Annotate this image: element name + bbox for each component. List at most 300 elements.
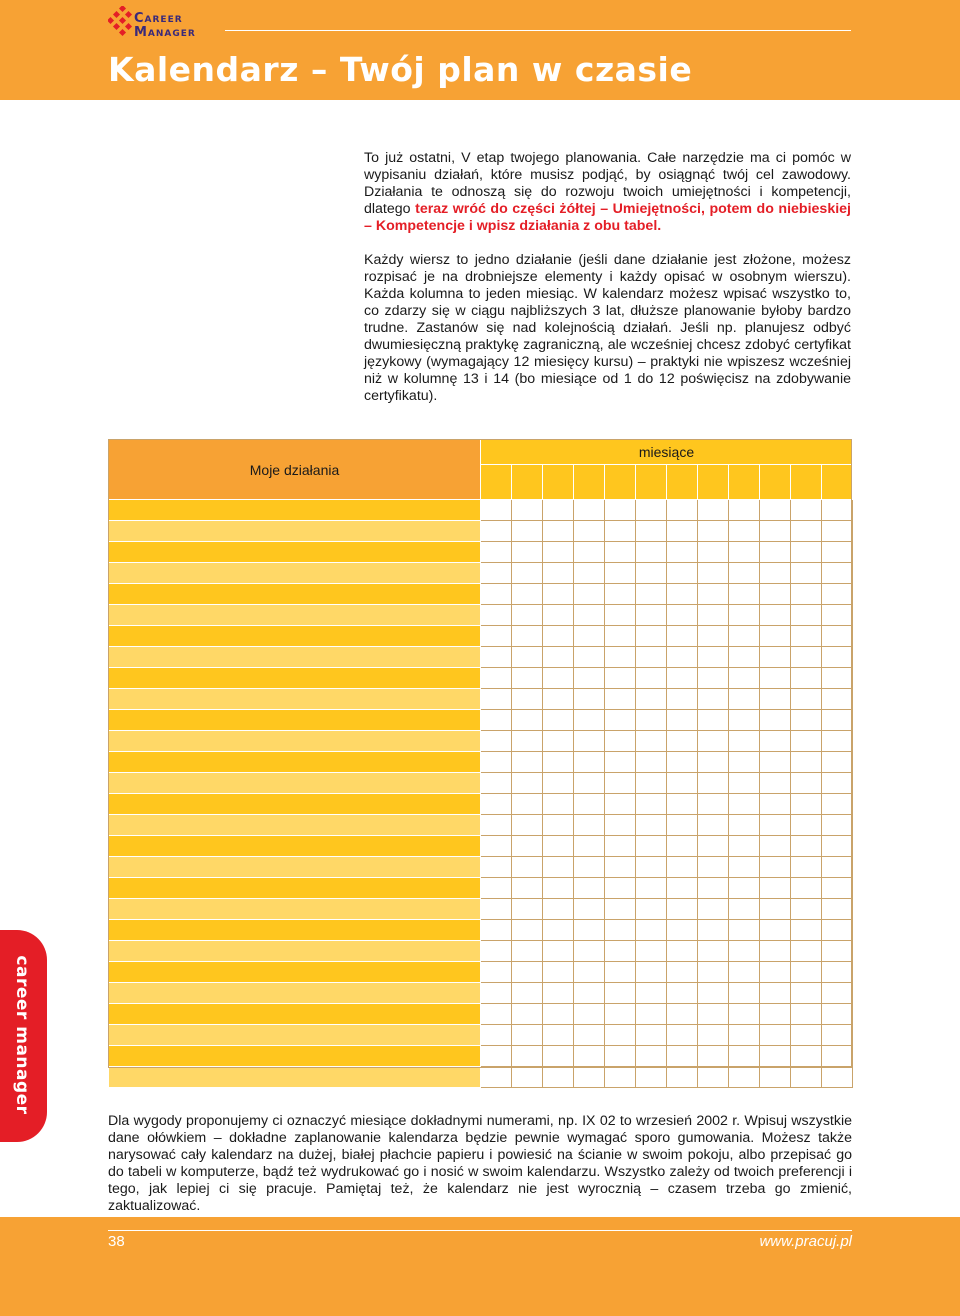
month-cell[interactable] bbox=[636, 899, 667, 920]
month-cell[interactable] bbox=[791, 1025, 822, 1046]
month-cell[interactable] bbox=[729, 1067, 760, 1088]
month-cell[interactable] bbox=[543, 668, 574, 689]
month-cell[interactable] bbox=[698, 941, 729, 962]
month-cell[interactable] bbox=[636, 689, 667, 710]
month-cell[interactable] bbox=[760, 752, 791, 773]
month-cell[interactable] bbox=[729, 542, 760, 563]
month-cell[interactable] bbox=[729, 500, 760, 521]
month-cell[interactable] bbox=[481, 983, 512, 1004]
month-cell[interactable] bbox=[822, 668, 853, 689]
month-cell[interactable] bbox=[543, 836, 574, 857]
month-cell[interactable] bbox=[729, 605, 760, 626]
month-cell[interactable] bbox=[605, 983, 636, 1004]
month-cell[interactable] bbox=[481, 773, 512, 794]
month-cell[interactable] bbox=[574, 752, 605, 773]
activity-cell[interactable] bbox=[109, 962, 481, 983]
month-cell[interactable] bbox=[636, 647, 667, 668]
month-cell[interactable] bbox=[698, 605, 729, 626]
month-cell[interactable] bbox=[791, 500, 822, 521]
month-cell[interactable] bbox=[822, 899, 853, 920]
month-cell[interactable] bbox=[729, 941, 760, 962]
month-cell[interactable] bbox=[574, 983, 605, 1004]
activity-cell[interactable] bbox=[109, 1046, 481, 1067]
month-cell[interactable] bbox=[543, 563, 574, 584]
month-cell[interactable] bbox=[822, 584, 853, 605]
month-cell[interactable] bbox=[791, 878, 822, 899]
month-cell[interactable] bbox=[636, 1067, 667, 1088]
month-header-cell[interactable] bbox=[698, 465, 729, 500]
month-cell[interactable] bbox=[636, 773, 667, 794]
month-cell[interactable] bbox=[574, 1067, 605, 1088]
month-cell[interactable] bbox=[605, 647, 636, 668]
month-cell[interactable] bbox=[605, 878, 636, 899]
month-cell[interactable] bbox=[605, 605, 636, 626]
month-cell[interactable] bbox=[605, 500, 636, 521]
month-cell[interactable] bbox=[512, 962, 543, 983]
month-cell[interactable] bbox=[760, 815, 791, 836]
month-header-cell[interactable] bbox=[636, 465, 667, 500]
month-cell[interactable] bbox=[636, 542, 667, 563]
month-cell[interactable] bbox=[760, 731, 791, 752]
month-cell[interactable] bbox=[512, 899, 543, 920]
month-cell[interactable] bbox=[636, 584, 667, 605]
activity-cell[interactable] bbox=[109, 794, 481, 815]
month-cell[interactable] bbox=[760, 542, 791, 563]
month-cell[interactable] bbox=[698, 857, 729, 878]
month-cell[interactable] bbox=[605, 1067, 636, 1088]
month-cell[interactable] bbox=[791, 626, 822, 647]
month-cell[interactable] bbox=[605, 521, 636, 542]
month-cell[interactable] bbox=[760, 563, 791, 584]
month-cell[interactable] bbox=[574, 857, 605, 878]
month-cell[interactable] bbox=[481, 857, 512, 878]
month-cell[interactable] bbox=[760, 1004, 791, 1025]
month-cell[interactable] bbox=[481, 542, 512, 563]
month-cell[interactable] bbox=[543, 1025, 574, 1046]
month-cell[interactable] bbox=[760, 857, 791, 878]
month-cell[interactable] bbox=[605, 542, 636, 563]
month-cell[interactable] bbox=[543, 710, 574, 731]
month-cell[interactable] bbox=[543, 878, 574, 899]
month-cell[interactable] bbox=[512, 521, 543, 542]
month-cell[interactable] bbox=[667, 941, 698, 962]
month-cell[interactable] bbox=[574, 1025, 605, 1046]
month-header-cell[interactable] bbox=[605, 465, 636, 500]
month-cell[interactable] bbox=[574, 920, 605, 941]
month-cell[interactable] bbox=[605, 857, 636, 878]
month-cell[interactable] bbox=[636, 731, 667, 752]
month-cell[interactable] bbox=[605, 689, 636, 710]
month-cell[interactable] bbox=[667, 689, 698, 710]
month-header-cell[interactable] bbox=[791, 465, 822, 500]
month-cell[interactable] bbox=[543, 1067, 574, 1088]
month-header-cell[interactable] bbox=[574, 465, 605, 500]
month-cell[interactable] bbox=[574, 815, 605, 836]
activity-cell[interactable] bbox=[109, 941, 481, 962]
month-cell[interactable] bbox=[698, 521, 729, 542]
month-cell[interactable] bbox=[822, 1025, 853, 1046]
month-cell[interactable] bbox=[667, 731, 698, 752]
month-cell[interactable] bbox=[729, 521, 760, 542]
month-cell[interactable] bbox=[636, 836, 667, 857]
month-cell[interactable] bbox=[605, 1046, 636, 1067]
activity-cell[interactable] bbox=[109, 836, 481, 857]
month-cell[interactable] bbox=[791, 857, 822, 878]
month-cell[interactable] bbox=[605, 626, 636, 647]
activity-cell[interactable] bbox=[109, 815, 481, 836]
month-cell[interactable] bbox=[822, 542, 853, 563]
month-cell[interactable] bbox=[605, 962, 636, 983]
month-cell[interactable] bbox=[698, 878, 729, 899]
month-cell[interactable] bbox=[481, 878, 512, 899]
month-cell[interactable] bbox=[822, 1067, 853, 1088]
month-cell[interactable] bbox=[636, 605, 667, 626]
month-cell[interactable] bbox=[698, 689, 729, 710]
month-cell[interactable] bbox=[605, 941, 636, 962]
month-cell[interactable] bbox=[698, 584, 729, 605]
month-cell[interactable] bbox=[760, 962, 791, 983]
month-cell[interactable] bbox=[543, 920, 574, 941]
activity-cell[interactable] bbox=[109, 689, 481, 710]
month-cell[interactable] bbox=[698, 1025, 729, 1046]
month-cell[interactable] bbox=[543, 584, 574, 605]
month-cell[interactable] bbox=[636, 815, 667, 836]
month-cell[interactable] bbox=[543, 794, 574, 815]
month-cell[interactable] bbox=[481, 668, 512, 689]
month-cell[interactable] bbox=[574, 689, 605, 710]
month-cell[interactable] bbox=[574, 878, 605, 899]
month-cell[interactable] bbox=[543, 962, 574, 983]
month-cell[interactable] bbox=[729, 1004, 760, 1025]
month-cell[interactable] bbox=[512, 647, 543, 668]
month-cell[interactable] bbox=[512, 983, 543, 1004]
activity-cell[interactable] bbox=[109, 605, 481, 626]
month-cell[interactable] bbox=[512, 689, 543, 710]
activity-cell[interactable] bbox=[109, 710, 481, 731]
month-cell[interactable] bbox=[760, 1067, 791, 1088]
month-cell[interactable] bbox=[698, 983, 729, 1004]
month-cell[interactable] bbox=[481, 794, 512, 815]
month-cell[interactable] bbox=[481, 584, 512, 605]
month-cell[interactable] bbox=[791, 1046, 822, 1067]
month-cell[interactable] bbox=[791, 731, 822, 752]
activity-cell[interactable] bbox=[109, 542, 481, 563]
month-cell[interactable] bbox=[667, 815, 698, 836]
month-cell[interactable] bbox=[481, 521, 512, 542]
month-cell[interactable] bbox=[729, 878, 760, 899]
website-link[interactable]: www.pracuj.pl bbox=[759, 1233, 852, 1250]
month-cell[interactable] bbox=[574, 605, 605, 626]
month-cell[interactable] bbox=[791, 668, 822, 689]
month-cell[interactable] bbox=[512, 710, 543, 731]
activity-cell[interactable] bbox=[109, 521, 481, 542]
month-cell[interactable] bbox=[574, 542, 605, 563]
month-cell[interactable] bbox=[512, 1067, 543, 1088]
month-cell[interactable] bbox=[543, 899, 574, 920]
month-cell[interactable] bbox=[760, 941, 791, 962]
month-cell[interactable] bbox=[667, 773, 698, 794]
month-cell[interactable] bbox=[512, 941, 543, 962]
month-cell[interactable] bbox=[543, 689, 574, 710]
month-cell[interactable] bbox=[667, 500, 698, 521]
activity-cell[interactable] bbox=[109, 1004, 481, 1025]
month-cell[interactable] bbox=[667, 521, 698, 542]
activity-cell[interactable] bbox=[109, 731, 481, 752]
month-cell[interactable] bbox=[543, 1004, 574, 1025]
month-cell[interactable] bbox=[729, 647, 760, 668]
month-cell[interactable] bbox=[822, 563, 853, 584]
month-cell[interactable] bbox=[574, 794, 605, 815]
month-cell[interactable] bbox=[543, 815, 574, 836]
month-cell[interactable] bbox=[636, 752, 667, 773]
month-cell[interactable] bbox=[543, 500, 574, 521]
activity-cell[interactable] bbox=[109, 920, 481, 941]
activity-cell[interactable] bbox=[109, 773, 481, 794]
month-cell[interactable] bbox=[729, 962, 760, 983]
month-cell[interactable] bbox=[543, 605, 574, 626]
month-cell[interactable] bbox=[729, 710, 760, 731]
month-cell[interactable] bbox=[698, 920, 729, 941]
month-cell[interactable] bbox=[698, 1004, 729, 1025]
month-cell[interactable] bbox=[729, 626, 760, 647]
month-cell[interactable] bbox=[636, 962, 667, 983]
month-cell[interactable] bbox=[512, 731, 543, 752]
month-cell[interactable] bbox=[481, 1067, 512, 1088]
month-cell[interactable] bbox=[605, 563, 636, 584]
month-cell[interactable] bbox=[729, 836, 760, 857]
month-cell[interactable] bbox=[481, 626, 512, 647]
month-cell[interactable] bbox=[636, 668, 667, 689]
month-cell[interactable] bbox=[512, 605, 543, 626]
month-cell[interactable] bbox=[698, 752, 729, 773]
month-cell[interactable] bbox=[481, 647, 512, 668]
activity-cell[interactable] bbox=[109, 647, 481, 668]
month-cell[interactable] bbox=[698, 626, 729, 647]
month-cell[interactable] bbox=[574, 584, 605, 605]
month-cell[interactable] bbox=[760, 1046, 791, 1067]
month-cell[interactable] bbox=[822, 500, 853, 521]
activity-cell[interactable] bbox=[109, 857, 481, 878]
month-cell[interactable] bbox=[698, 1046, 729, 1067]
month-header-cell[interactable] bbox=[667, 465, 698, 500]
activity-cell[interactable] bbox=[109, 563, 481, 584]
month-cell[interactable] bbox=[822, 605, 853, 626]
month-cell[interactable] bbox=[698, 962, 729, 983]
month-cell[interactable] bbox=[760, 1025, 791, 1046]
month-cell[interactable] bbox=[667, 857, 698, 878]
month-cell[interactable] bbox=[512, 752, 543, 773]
month-cell[interactable] bbox=[760, 584, 791, 605]
month-cell[interactable] bbox=[667, 584, 698, 605]
month-cell[interactable] bbox=[822, 878, 853, 899]
month-cell[interactable] bbox=[512, 668, 543, 689]
month-cell[interactable] bbox=[636, 1025, 667, 1046]
month-cell[interactable] bbox=[574, 962, 605, 983]
activity-cell[interactable] bbox=[109, 626, 481, 647]
month-cell[interactable] bbox=[481, 836, 512, 857]
month-cell[interactable] bbox=[698, 773, 729, 794]
month-cell[interactable] bbox=[574, 731, 605, 752]
month-header-cell[interactable] bbox=[543, 465, 574, 500]
month-cell[interactable] bbox=[574, 563, 605, 584]
month-cell[interactable] bbox=[760, 521, 791, 542]
month-cell[interactable] bbox=[729, 731, 760, 752]
month-cell[interactable] bbox=[667, 899, 698, 920]
month-cell[interactable] bbox=[543, 647, 574, 668]
month-cell[interactable] bbox=[698, 668, 729, 689]
month-cell[interactable] bbox=[698, 563, 729, 584]
month-cell[interactable] bbox=[822, 1004, 853, 1025]
month-cell[interactable] bbox=[791, 899, 822, 920]
month-cell[interactable] bbox=[822, 857, 853, 878]
month-cell[interactable] bbox=[574, 899, 605, 920]
month-cell[interactable] bbox=[605, 794, 636, 815]
month-cell[interactable] bbox=[791, 605, 822, 626]
month-cell[interactable] bbox=[512, 500, 543, 521]
month-cell[interactable] bbox=[512, 836, 543, 857]
month-cell[interactable] bbox=[481, 1004, 512, 1025]
month-cell[interactable] bbox=[729, 752, 760, 773]
month-cell[interactable] bbox=[667, 647, 698, 668]
month-cell[interactable] bbox=[636, 563, 667, 584]
activity-cell[interactable] bbox=[109, 584, 481, 605]
month-cell[interactable] bbox=[481, 605, 512, 626]
month-cell[interactable] bbox=[791, 920, 822, 941]
month-cell[interactable] bbox=[667, 1046, 698, 1067]
month-cell[interactable] bbox=[791, 710, 822, 731]
month-cell[interactable] bbox=[729, 563, 760, 584]
month-cell[interactable] bbox=[667, 836, 698, 857]
month-cell[interactable] bbox=[760, 605, 791, 626]
month-cell[interactable] bbox=[605, 584, 636, 605]
month-cell[interactable] bbox=[574, 773, 605, 794]
month-cell[interactable] bbox=[760, 689, 791, 710]
month-cell[interactable] bbox=[636, 941, 667, 962]
month-cell[interactable] bbox=[667, 878, 698, 899]
month-cell[interactable] bbox=[667, 668, 698, 689]
month-cell[interactable] bbox=[822, 836, 853, 857]
month-cell[interactable] bbox=[822, 1046, 853, 1067]
activity-cell[interactable] bbox=[109, 752, 481, 773]
month-cell[interactable] bbox=[512, 1025, 543, 1046]
month-cell[interactable] bbox=[512, 542, 543, 563]
month-cell[interactable] bbox=[605, 1004, 636, 1025]
month-cell[interactable] bbox=[574, 500, 605, 521]
month-cell[interactable] bbox=[729, 1025, 760, 1046]
month-cell[interactable] bbox=[667, 626, 698, 647]
month-cell[interactable] bbox=[605, 752, 636, 773]
month-cell[interactable] bbox=[543, 941, 574, 962]
month-cell[interactable] bbox=[822, 773, 853, 794]
month-cell[interactable] bbox=[698, 794, 729, 815]
month-cell[interactable] bbox=[512, 815, 543, 836]
month-cell[interactable] bbox=[791, 962, 822, 983]
month-cell[interactable] bbox=[605, 710, 636, 731]
month-cell[interactable] bbox=[822, 521, 853, 542]
month-header-cell[interactable] bbox=[760, 465, 791, 500]
month-cell[interactable] bbox=[543, 773, 574, 794]
month-cell[interactable] bbox=[791, 941, 822, 962]
month-cell[interactable] bbox=[822, 941, 853, 962]
month-cell[interactable] bbox=[605, 920, 636, 941]
month-cell[interactable] bbox=[512, 878, 543, 899]
month-cell[interactable] bbox=[729, 689, 760, 710]
month-cell[interactable] bbox=[636, 626, 667, 647]
month-cell[interactable] bbox=[667, 563, 698, 584]
month-cell[interactable] bbox=[791, 1067, 822, 1088]
month-cell[interactable] bbox=[543, 857, 574, 878]
month-cell[interactable] bbox=[636, 857, 667, 878]
month-cell[interactable] bbox=[512, 584, 543, 605]
month-cell[interactable] bbox=[574, 626, 605, 647]
month-cell[interactable] bbox=[543, 542, 574, 563]
month-cell[interactable] bbox=[791, 542, 822, 563]
month-cell[interactable] bbox=[822, 752, 853, 773]
month-cell[interactable] bbox=[760, 794, 791, 815]
activity-cell[interactable] bbox=[109, 1025, 481, 1046]
month-cell[interactable] bbox=[543, 983, 574, 1004]
month-cell[interactable] bbox=[822, 983, 853, 1004]
month-cell[interactable] bbox=[512, 1046, 543, 1067]
month-cell[interactable] bbox=[791, 815, 822, 836]
month-cell[interactable] bbox=[636, 1004, 667, 1025]
month-cell[interactable] bbox=[698, 542, 729, 563]
month-cell[interactable] bbox=[481, 1025, 512, 1046]
month-cell[interactable] bbox=[698, 836, 729, 857]
month-cell[interactable] bbox=[481, 731, 512, 752]
month-cell[interactable] bbox=[481, 1046, 512, 1067]
month-cell[interactable] bbox=[822, 626, 853, 647]
month-cell[interactable] bbox=[543, 731, 574, 752]
month-cell[interactable] bbox=[791, 521, 822, 542]
activity-cell[interactable] bbox=[109, 500, 481, 521]
month-cell[interactable] bbox=[822, 731, 853, 752]
month-cell[interactable] bbox=[729, 815, 760, 836]
month-cell[interactable] bbox=[729, 983, 760, 1004]
month-cell[interactable] bbox=[822, 815, 853, 836]
month-cell[interactable] bbox=[760, 626, 791, 647]
month-cell[interactable] bbox=[667, 1004, 698, 1025]
month-cell[interactable] bbox=[822, 920, 853, 941]
month-cell[interactable] bbox=[574, 668, 605, 689]
month-cell[interactable] bbox=[667, 962, 698, 983]
month-cell[interactable] bbox=[729, 584, 760, 605]
month-cell[interactable] bbox=[760, 836, 791, 857]
month-cell[interactable] bbox=[481, 920, 512, 941]
month-cell[interactable] bbox=[822, 647, 853, 668]
month-cell[interactable] bbox=[729, 773, 760, 794]
month-cell[interactable] bbox=[605, 899, 636, 920]
month-cell[interactable] bbox=[791, 794, 822, 815]
month-cell[interactable] bbox=[667, 794, 698, 815]
month-cell[interactable] bbox=[543, 1046, 574, 1067]
month-cell[interactable] bbox=[822, 962, 853, 983]
month-cell[interactable] bbox=[605, 668, 636, 689]
month-cell[interactable] bbox=[729, 857, 760, 878]
month-cell[interactable] bbox=[512, 1004, 543, 1025]
month-cell[interactable] bbox=[667, 752, 698, 773]
month-cell[interactable] bbox=[574, 1046, 605, 1067]
month-cell[interactable] bbox=[698, 647, 729, 668]
activity-cell[interactable] bbox=[109, 899, 481, 920]
month-cell[interactable] bbox=[481, 689, 512, 710]
month-cell[interactable] bbox=[791, 689, 822, 710]
month-cell[interactable] bbox=[481, 563, 512, 584]
month-cell[interactable] bbox=[729, 899, 760, 920]
month-cell[interactable] bbox=[667, 920, 698, 941]
month-cell[interactable] bbox=[481, 962, 512, 983]
month-cell[interactable] bbox=[543, 752, 574, 773]
